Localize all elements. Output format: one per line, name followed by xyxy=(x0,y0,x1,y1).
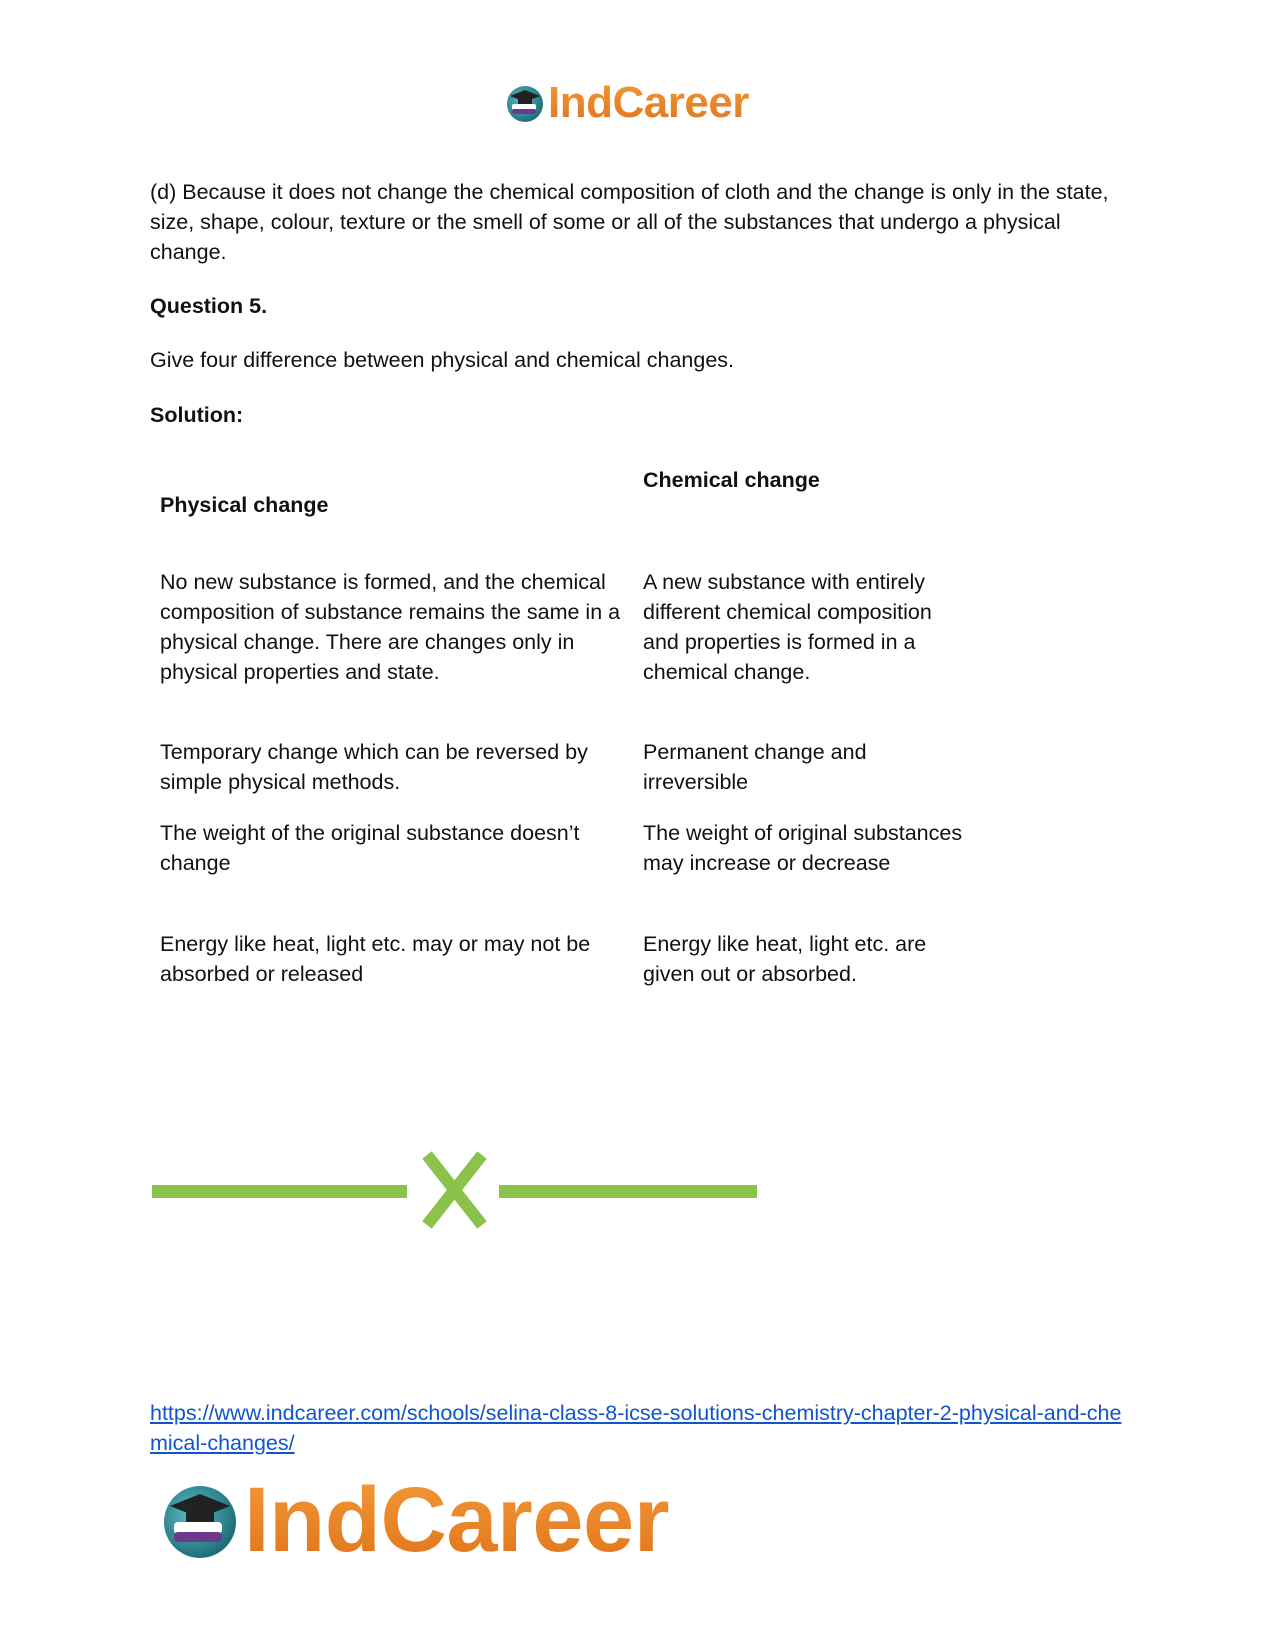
table-cell-physical: The weight of the original substance doesn’t change xyxy=(160,821,580,875)
table-cell-physical: No new substance is formed, and the chemical composition of substance remains the same in a physical change. There are changes only in physical properties and state. xyxy=(160,570,621,684)
question-title: Question 5. xyxy=(150,294,268,318)
graduation-cap-book-globe-icon xyxy=(158,1478,242,1562)
brand-name: IndCareer xyxy=(244,1469,669,1571)
footer-logo xyxy=(158,1470,669,1570)
header-chemical-change: Chemical change xyxy=(643,468,820,492)
graduation-cap-book-globe-icon xyxy=(504,82,546,124)
brand-name: IndCareer xyxy=(548,78,749,127)
table-cell-chemical: Permanent change and irreversible xyxy=(643,740,867,794)
header-physical-change: Physical change xyxy=(160,493,329,517)
header-logo xyxy=(504,78,749,128)
table-cell-chemical: A new substance with entirely different chemical composition and properties is formed in a chemical change. xyxy=(643,570,932,684)
table-cell-chemical: Energy like heat, light etc. are given out or absorbed. xyxy=(643,932,927,986)
solution-label: Solution: xyxy=(150,403,244,427)
x-divider-icon xyxy=(152,1150,757,1230)
footer-url-link[interactable]: https://www.indcareer.com/schools/selina-class-8-icse-solutions-chemistry-chapter-2-physical-and-chemical-changes/ xyxy=(150,1401,1122,1455)
table-cell-physical: Temporary change which can be reversed by simple physical methods. xyxy=(160,740,588,794)
question-text: Give four difference between physical and chemical changes. xyxy=(150,348,735,372)
answer-paragraph: (d) Because it does not change the chemical composition of cloth and the change is only in the state, size, shape, colour, texture or the smell of some or all of the substances that undergo a physical change. xyxy=(150,180,1109,264)
table-cell-physical: Energy like heat, light etc. may or may not be absorbed or released xyxy=(160,932,591,986)
table-cell-chemical: The weight of original substances may increase or decrease xyxy=(643,821,963,875)
